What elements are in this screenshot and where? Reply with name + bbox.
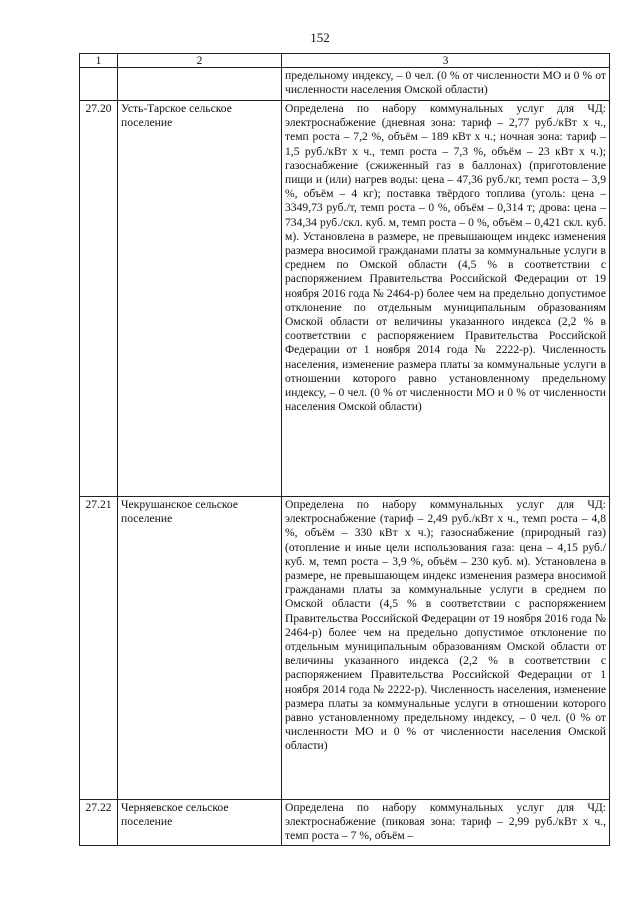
table-row xyxy=(80,101,610,497)
row-description: Определена по набору коммунальных услуг для ЧД: электроснабжение (тариф – 2,49 руб./кВт х ч., темп роста – 4,8 %, объём – 330 кВт х ч.); газоснабжение (природный газ) (отопление и иные цели использования газа: цена – 4,15 руб./куб. м, темп роста – 3,9 %, объём – 230 куб. м). Установлена в размере, не превышающем индекс изменения размера вносимой гражданами платы за коммунальные услуги в среднем по Омской области (4,5 % в соответствии с распоряжением Правительства Российской Федерации от 19 ноября 2016 года № 2464-р) более чем на предельно допустимое отклонение по отдельным муниципальным образованиям Омской области от величины указанного индекса (2,2 % в соответствии с распоряжением Правительства Российской Федерации от 1 ноября 2014 года № 2222-р). Численность населения, изменение размера платы за коммунальные услуги в отношении которого равно установленному предельному индексу, – 0 чел. (0 % от численности МО и 0 % от численности населения Омской области) xyxy=(282,497,610,800)
table-header-row xyxy=(80,54,610,68)
tariff-table xyxy=(79,53,610,846)
row-number: 27.22 xyxy=(80,800,118,846)
row-number xyxy=(80,68,118,101)
table-row xyxy=(80,68,610,101)
settlement-name: Черняевское сельское поселение xyxy=(118,800,282,846)
page-number: 152 xyxy=(310,30,330,45)
header-col-1: 1 xyxy=(80,54,118,68)
header-col-3: 3 xyxy=(282,54,610,68)
row-description: предельному индексу, – 0 чел. (0 % от численности МО и 0 % от численности населения Омской области) xyxy=(282,68,610,101)
settlement-name: Чекрушанское сельское поселение xyxy=(118,497,282,800)
header-col-2: 2 xyxy=(118,54,282,68)
table-row xyxy=(80,800,610,846)
settlement-name: Усть-Тарское сельское поселение xyxy=(118,101,282,497)
row-number: 27.20 xyxy=(80,101,118,497)
row-number: 27.21 xyxy=(80,497,118,800)
table-row xyxy=(80,497,610,800)
row-description: Определена по набору коммунальных услуг для ЧД: электроснабжение (пиковая зона: тариф – 2,99 руб./кВт х ч., темп роста – 7 %, объём – xyxy=(282,800,610,846)
settlement-name xyxy=(118,68,282,101)
row-description: Определена по набору коммунальных услуг для ЧД: электроснабжение (дневная зона: тариф – 2,77 руб./кВт х ч., темп роста – 7,2 %, объём – 189 кВт х ч.; ночная зона: тариф – 1,5 руб./кВт х ч., темп роста – 7,3 %, объём – 23 кВт х ч.); газоснабжение (сжиженный газ в баллонах) (приготовление пищи и (или) нагрев воды: цена – 47,36 руб./кг, темп роста – 3,9 %, объём – 4 кг); поставка твёрдого топлива (уголь: цена – 3349,73 руб./т, темп роста – 0 %, объём – 0,314 т; дрова: цена – 734,34 руб./скл. куб. м, темп роста – 0 %, объём – 0,421 скл. куб. м). Установлена в размере, не превышающем индекс изменения размера вносимой гражданами платы за коммунальные услуги в среднем по Омской области (4,5 % в соответствии с распоряжением Правительства Российской Федерации от 19 ноября 2016 года № 2464-р) более чем на предельно допустимое отклонение по отдельным муниципальным образованиям Омской области от величины указанного индекса (2,2 % в соответствии с распоряжением Правительства Российской Федерации от 1 ноября 2014 года № 2222-р). Численность населения, изменение размера платы за коммунальные услуги в отношении которого равно установленному предельному индексу, – 0 чел. (0 % от численности МО и 0 % от численности населения Омской области) xyxy=(282,101,610,497)
